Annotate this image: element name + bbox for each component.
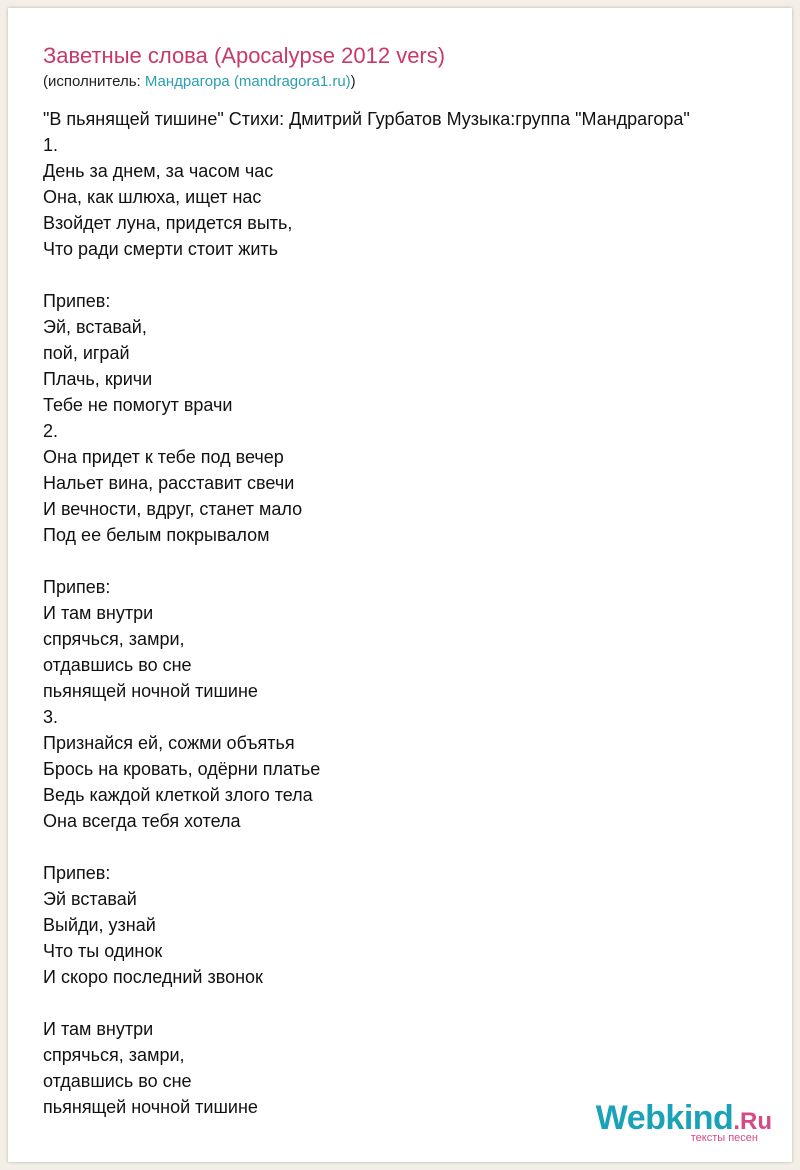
- lyrics-line: Нальет вина, расставит свечи: [43, 473, 295, 493]
- lyrics-page: [8, 8, 792, 1162]
- lyrics-line: Что ты одинок: [43, 941, 163, 961]
- lyrics-line: Брось на кровать, одёрни платье: [43, 759, 321, 779]
- lyrics-line: Выйди, узнай: [43, 915, 156, 935]
- artist-link[interactable]: Мандрагора (mandragora1.ru): [144, 73, 351, 90]
- lyrics-line: отдавшись во сне: [43, 1071, 192, 1091]
- lyrics-line: пьянящей ночной тишине: [43, 681, 258, 701]
- lyrics-blank-line: [43, 990, 788, 1016]
- lyrics-line: Взойдет луна, придется выть,: [43, 213, 293, 233]
- lyrics-line: И там внутри: [43, 1019, 154, 1039]
- lyrics-line: отдавшись во сне: [43, 655, 192, 675]
- lyrics-blank-line: [43, 834, 788, 860]
- lyrics-line: Тебе не помогут врачи: [43, 395, 233, 415]
- lyrics-line: Что ради смерти стоит жить: [43, 239, 279, 259]
- lyrics-line: 3.: [43, 707, 59, 727]
- lyrics-line: Плачь, кричи: [43, 369, 153, 389]
- lyrics-line: Признайся ей, сожми объятья: [43, 733, 295, 753]
- lyrics-blank-line: [43, 548, 788, 574]
- logo-brand: Webkind: [595, 1099, 734, 1137]
- song-artist-line: [43, 73, 356, 90]
- lyrics-line: И скоро последний звонок: [43, 967, 263, 987]
- lyrics-line: "В пьянящей тишине" Стихи: Дмитрий Гурбатов Музыка:группа "Мандрагора": [43, 109, 690, 129]
- lyrics-line: Припев:: [43, 291, 111, 311]
- lyrics-line: 2.: [43, 421, 59, 441]
- lyrics-line: Припев:: [43, 863, 111, 883]
- logo-tagline: тексты песен: [690, 1132, 758, 1144]
- artist-prefix: (исполнитель:: [43, 73, 145, 90]
- lyrics-line: Она всегда тебя хотела: [43, 811, 241, 831]
- lyrics-line: Ведь каждой клеткой злого тела: [43, 785, 313, 805]
- lyrics-line: Она, как шлюха, ищет нас: [43, 187, 262, 207]
- lyrics-body: [43, 106, 788, 1120]
- artist-suffix: ): [350, 73, 356, 90]
- song-title: Заветные слова (Apocalypse 2012 vers): [43, 43, 446, 68]
- site-logo[interactable]: [596, 1101, 772, 1144]
- lyrics-line: 1.: [43, 135, 59, 155]
- lyrics-line: Она придет к тебе под вечер: [43, 447, 284, 467]
- lyrics-line: спрячься, замри,: [43, 629, 185, 649]
- lyrics-line: Эй вставай: [43, 889, 137, 909]
- lyrics-line: Под ее белым покрывалом: [43, 525, 270, 545]
- lyrics-line: пьянящей ночной тишине: [43, 1097, 258, 1117]
- lyrics-line: И вечности, вдруг, станет мало: [43, 499, 303, 519]
- lyrics-line: спрячься, замри,: [43, 1045, 185, 1065]
- lyrics-line: День за днем, за часом час: [43, 161, 274, 181]
- lyrics-blank-line: [43, 262, 788, 288]
- lyrics-line: пой, играй: [43, 343, 130, 363]
- logo-tld: .Ru: [733, 1108, 772, 1135]
- lyrics-line: Припев:: [43, 577, 111, 597]
- lyrics-line: И там внутри: [43, 603, 154, 623]
- lyrics-line: Эй, вставай,: [43, 317, 147, 337]
